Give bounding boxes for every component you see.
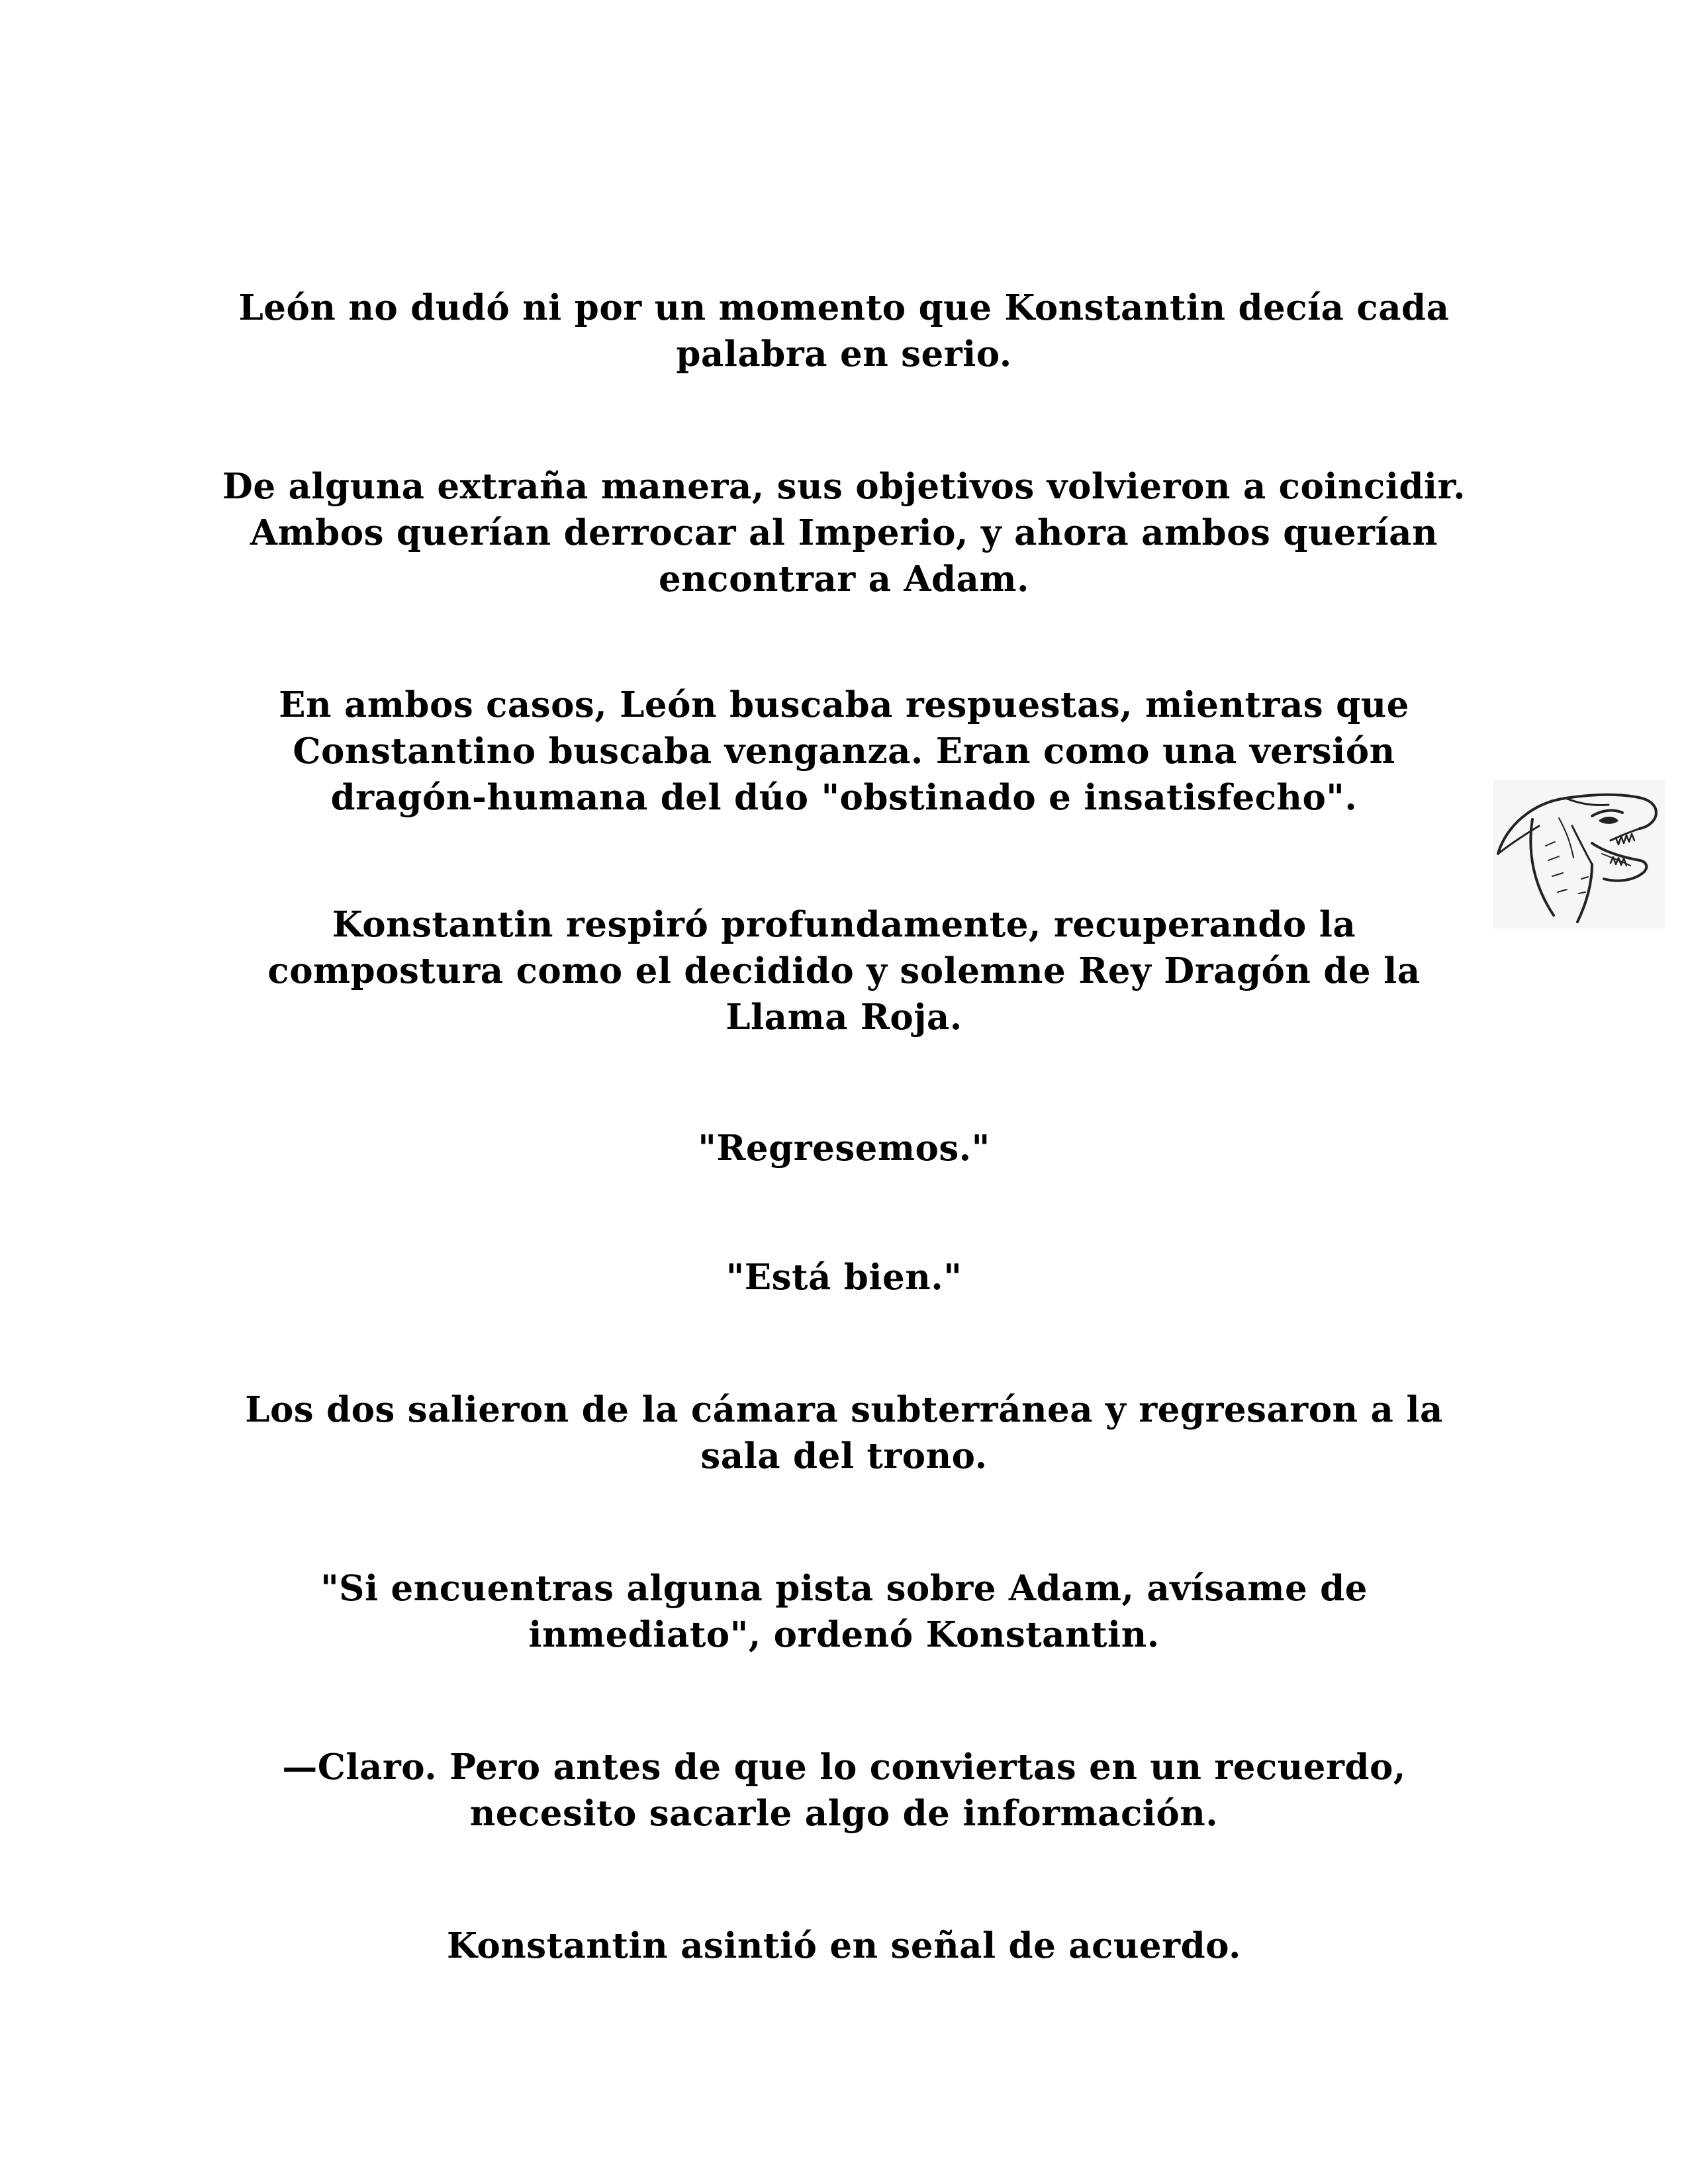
text-line: Konstantin asintió en señal de acuerdo.: [446, 1925, 1242, 1966]
text-line: "Está bien.": [726, 1257, 962, 1298]
paragraph-7: [199, 1387, 1489, 1479]
paragraph-8: [199, 1565, 1489, 1658]
text-line: dragón-humana del dúo "obstinado e insatisfecho".: [330, 777, 1358, 818]
paragraph-4: [199, 901, 1489, 1040]
text-line: Konstantin respiró profundamente, recuperando la: [332, 904, 1356, 945]
text-line: León no dudó ni por un momento que Konstantin decía cada: [238, 287, 1450, 328]
text-line: "Si encuentras alguna pista sobre Adam, avísame de: [320, 1568, 1368, 1609]
text-line: Los dos salieron de la cámara subterránea y regresaron a la: [245, 1389, 1443, 1430]
text-line: En ambos casos, León buscaba respuestas, mientras que: [279, 684, 1409, 725]
text-line: —Claro. Pero antes de que lo conviertas en un recuerdo,: [282, 1747, 1406, 1788]
text-line: Ambos querían derrocar al Imperio, y ahora ambos querían: [250, 512, 1438, 553]
text-line: palabra en serio.: [676, 334, 1012, 375]
dragon-head-sketch-icon: [1493, 780, 1665, 929]
text-line: "Regresemos.": [698, 1128, 990, 1169]
text-line: sala del trono.: [700, 1435, 988, 1477]
text-line: necesito sacarle algo de información.: [469, 1793, 1219, 1834]
text-line: Constantino buscaba venganza. Eran como una versión: [293, 731, 1395, 772]
paragraph-6: [199, 1254, 1489, 1300]
text-line: inmediato", ordenó Konstantin.: [528, 1614, 1160, 1655]
text-line: compostura como el decidido y solemne Rey Dragón de la: [267, 950, 1421, 991]
paragraph-2: [199, 463, 1489, 602]
paragraph-9: [199, 1744, 1489, 1837]
text-line: encontrar a Adam.: [659, 559, 1029, 600]
paragraph-10: [199, 1923, 1489, 1969]
paragraph-5: [199, 1125, 1489, 1171]
paragraph-3: [199, 682, 1489, 821]
text-line: De alguna extraña manera, sus objetivos volvieron a coincidir.: [222, 466, 1466, 507]
paragraph-1: [199, 285, 1489, 377]
text-line: Llama Roja.: [726, 997, 962, 1038]
